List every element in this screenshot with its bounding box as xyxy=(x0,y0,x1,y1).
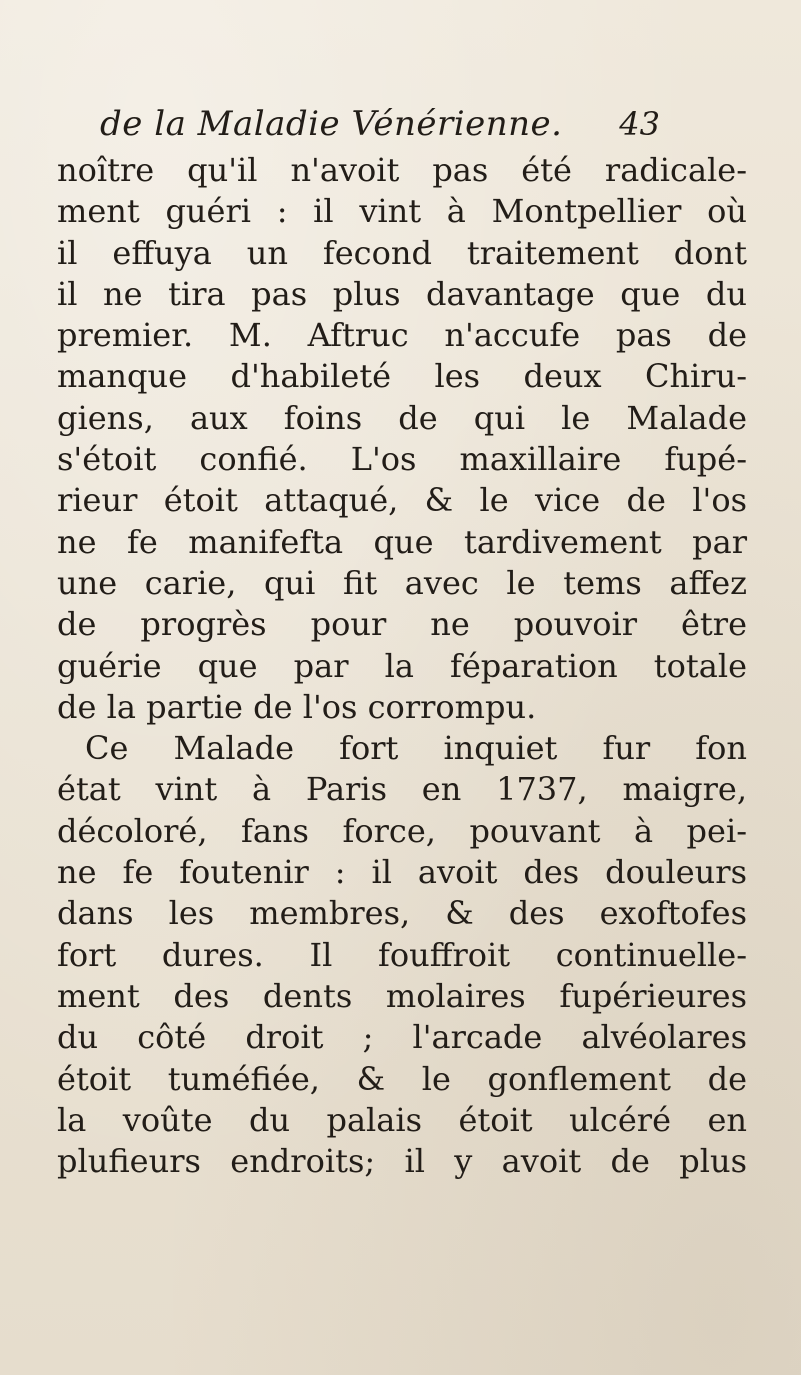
text-line: s'étoit confié. L'os maxillaire fupé- xyxy=(57,440,747,479)
body-text xyxy=(57,150,747,1182)
text-line: il ne tira pas plus davantage que du xyxy=(57,274,747,313)
text-line: étoit tuméfiée, & le gonflement de xyxy=(57,1059,747,1098)
text-line: giens, aux foins de qui le Malade xyxy=(57,398,747,437)
text-line: la voûte du palais étoit ulcéré en xyxy=(57,1100,747,1139)
text-line: fort dures. Il fouffroit continuelle- xyxy=(57,935,747,974)
paragraph-end-line: de la partie de l'os corrompu. xyxy=(57,687,537,726)
text-line: manque d'habileté les deux Chiru- xyxy=(57,357,747,396)
text-line: il effuya un fecond traitement dont xyxy=(57,233,747,272)
running-title: de la Maladie Vénérienne. xyxy=(100,104,563,144)
text-line: ment guéri : il vint à Montpellier où xyxy=(57,192,747,231)
text-line: guérie que par la féparation totale xyxy=(57,646,747,685)
text-line: du côté droit ; l'arcade alvéolares xyxy=(57,1018,747,1057)
text-line: de progrès pour ne pouvoir être xyxy=(57,605,747,644)
text-line: état vint à Paris en 1737, maigre, xyxy=(57,770,747,809)
text-line: dans les membres, & des exoftofes xyxy=(57,894,747,933)
page-number: 43 xyxy=(619,105,660,143)
text-line: plufieurs endroits; il y avoit de plus xyxy=(57,1142,747,1181)
text-line: ment des dents molaires fupérieures xyxy=(57,976,747,1015)
text-line: ne fe manifefta que tardivement par xyxy=(57,522,747,561)
page-header xyxy=(100,98,660,150)
text-line: décoloré, fans force, pouvant à pei- xyxy=(57,811,747,850)
paragraph-start-line: Ce Malade fort inquiet fur fon xyxy=(85,729,747,768)
text-line: noître qu'il n'avoit pas été radicale- xyxy=(57,151,747,189)
text-line: ne fe foutenir : il avoit des douleurs xyxy=(57,853,747,892)
text-line: premier. M. Aftruc n'accufe pas de xyxy=(57,316,747,355)
text-line: rieur étoit attaqué, & le vice de l'os xyxy=(57,481,747,520)
text-line: une carie, qui fit avec le tems affez xyxy=(57,563,747,602)
